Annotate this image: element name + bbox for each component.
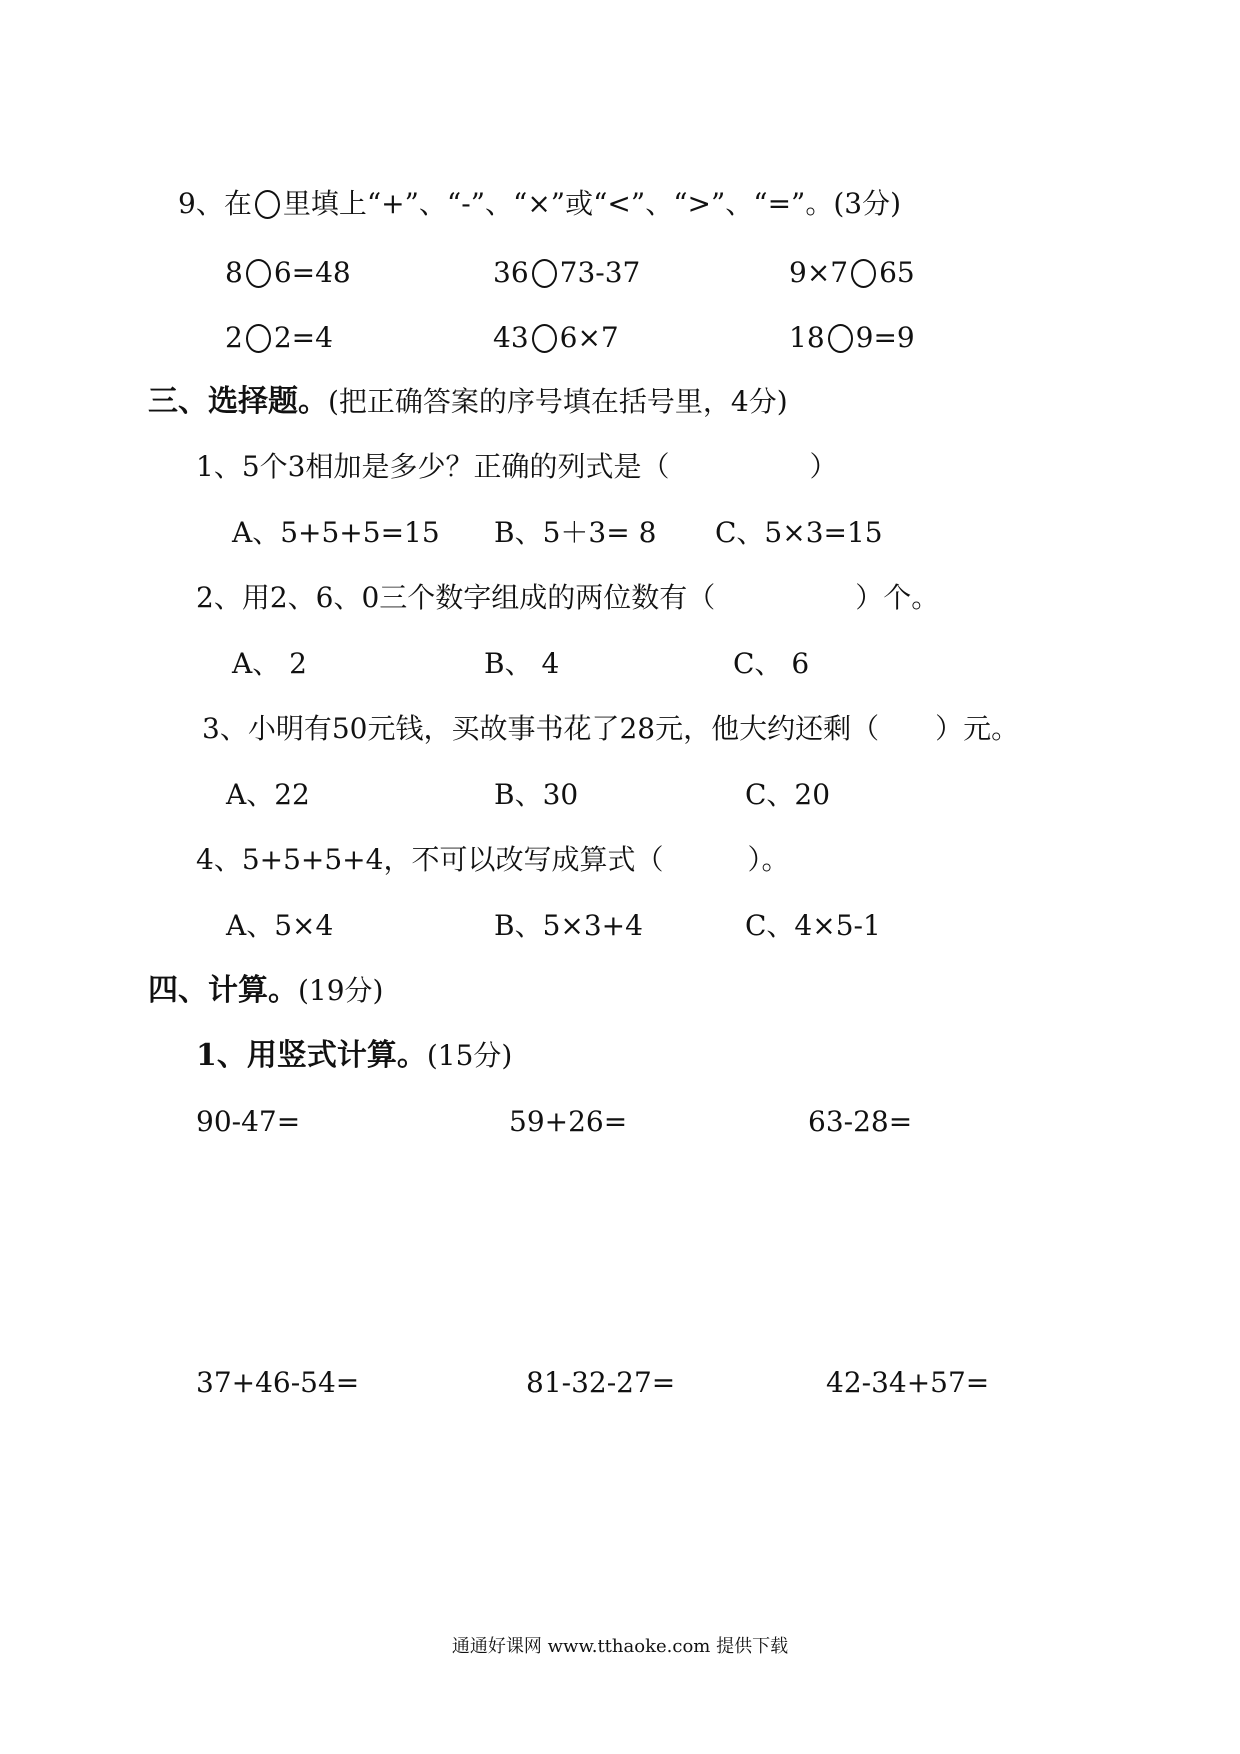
q9-item-left: 2	[225, 321, 243, 354]
q9-item-left: 9×7	[789, 256, 849, 289]
calc-problem-1: 90-47=	[196, 1105, 301, 1138]
choice-question-4: 4、5+5+5+4，不可以改写成算式（ ）。	[196, 843, 790, 876]
section-3-heading	[148, 384, 788, 420]
section-note: (把正确答案的序号填在括号里，4分)	[328, 385, 788, 418]
q2-option-c[interactable]: C、 6	[733, 647, 810, 680]
choice-question-3: 3、小明有50元钱，买故事书花了28元，他大约还剩（ ）元。	[202, 712, 1020, 745]
q9-item-1	[225, 255, 351, 291]
q9-suffix: 里填上“+”、“-”、“×”或“<”、“>”、“=”。(3分)	[282, 187, 902, 220]
section-note: (19分)	[298, 974, 384, 1007]
q1-option-b[interactable]: B、5＋3= 8	[494, 516, 657, 549]
q9-item-3	[789, 255, 915, 291]
q9-item-2	[493, 255, 640, 291]
q9-item-left: 8	[225, 256, 243, 289]
calc-problem-6: 42-34+57=	[826, 1366, 990, 1399]
answer-circle[interactable]	[828, 324, 853, 353]
calc-problem-4: 37+46-54=	[196, 1366, 360, 1399]
q4-option-a[interactable]: A、5×4	[226, 909, 334, 942]
q9-instruction	[178, 186, 901, 222]
q9-item-right: 6×7	[559, 321, 619, 354]
q3-option-c[interactable]: C、20	[745, 778, 831, 811]
answer-circle[interactable]	[532, 259, 557, 288]
q9-item-6	[789, 320, 915, 356]
q1-option-a[interactable]: A、5+5+5=15	[232, 516, 440, 549]
q2-option-b[interactable]: B、 4	[484, 647, 560, 680]
q9-prefix: 9、在	[178, 187, 252, 220]
q3-option-a[interactable]: A、22	[226, 778, 310, 811]
answer-circle[interactable]	[851, 259, 876, 288]
q9-item-right: 73-37	[559, 256, 641, 289]
q9-item-left: 36	[493, 256, 529, 289]
q9-item-right: 6=48	[273, 256, 351, 289]
answer-circle[interactable]	[246, 259, 271, 288]
q9-item-right: 9=9	[855, 321, 915, 354]
q4-option-b[interactable]: B、5×3+4	[494, 909, 643, 942]
q9-item-5	[493, 320, 619, 356]
answer-circle[interactable]	[246, 324, 271, 353]
q9-item-right: 2=4	[273, 321, 333, 354]
section-title: 三、选择题。	[148, 384, 328, 419]
q4-option-c[interactable]: C、4×5-1	[745, 909, 881, 942]
choice-question-1: 1、5个3相加是多少？正确的列式是（ ）	[196, 450, 838, 483]
answer-circle[interactable]	[532, 324, 557, 353]
sub-section-1-heading	[196, 1038, 512, 1074]
calc-problem-5: 81-32-27=	[526, 1366, 676, 1399]
q9-item-left: 43	[493, 321, 529, 354]
footer-text: 通通好课网 www.tthaoke.com 提供下载	[451, 1636, 789, 1657]
choice-question-2: 2、用2、6、0三个数字组成的两位数有（ ）个。	[196, 581, 940, 614]
section-4-heading	[148, 973, 383, 1009]
sub-section-title: 1、用竖式计算。	[196, 1038, 427, 1073]
q9-item-4	[225, 320, 333, 356]
section-title: 四、计算。	[148, 973, 298, 1008]
q9-item-right: 65	[879, 256, 915, 289]
q1-option-c[interactable]: C、5×3=15	[715, 516, 883, 549]
calc-problem-3: 63-28=	[808, 1105, 913, 1138]
sub-section-note: (15分)	[426, 1039, 513, 1072]
q2-option-a[interactable]: A、 2	[232, 647, 307, 680]
q3-option-b[interactable]: B、30	[494, 778, 579, 811]
q9-item-left: 18	[789, 321, 825, 354]
blank-circle	[255, 190, 280, 219]
calc-problem-2: 59+26=	[509, 1105, 628, 1138]
